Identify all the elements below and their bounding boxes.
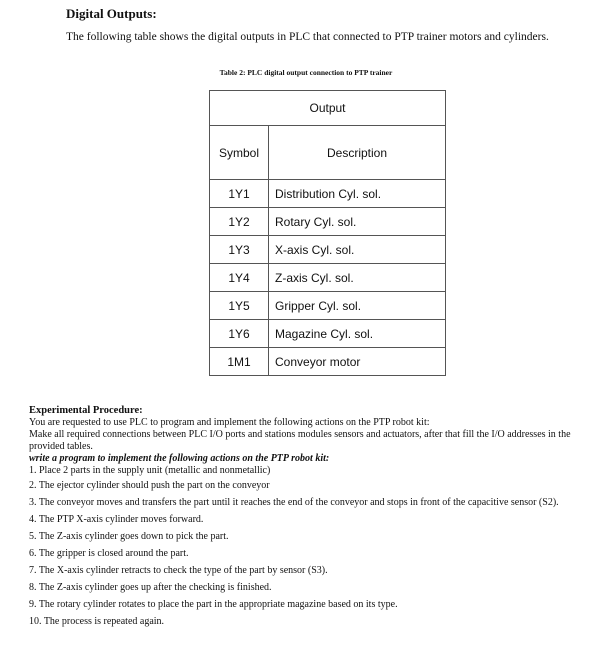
table-row — [210, 292, 446, 320]
description-cell: Rotary Cyl. sol. — [269, 208, 446, 236]
symbol-cell: 1Y2 — [210, 208, 269, 236]
procedure-request-line: You are requested to use PLC to program and implement the following actions on the PTP robot kit: — [29, 417, 430, 428]
intro-paragraph: The following table shows the digital outputs in PLC that connected to PTP trainer motors and cylinders. — [66, 31, 549, 43]
list-item: 3. The conveyor moves and transfers the part until it reaches the end of the conveyor and stops in front of the capacitive sensor (S2). — [29, 497, 559, 508]
table-row — [210, 208, 446, 236]
procedure-title: Experimental Procedure: — [29, 405, 143, 416]
description-cell: Z-axis Cyl. sol. — [269, 264, 446, 292]
procedure-steps — [29, 465, 599, 628]
symbol-cell: 1Y5 — [210, 292, 269, 320]
description-cell: Gripper Cyl. sol. — [269, 292, 446, 320]
table-row — [210, 320, 446, 348]
list-item: 8. The Z-axis cylinder goes up after the checking is finished. — [29, 582, 272, 593]
symbol-cell: 1Y4 — [210, 264, 269, 292]
digital-output-table — [209, 90, 446, 376]
list-item: 4. The PTP X-axis cylinder moves forward. — [29, 514, 204, 525]
table-row — [210, 180, 446, 208]
description-cell: X-axis Cyl. sol. — [269, 236, 446, 264]
procedure-connections-line: Make all required connections between PLC I/O ports and stations modules sensors and actuators, after that fill the I/O addresses in the provided tables. — [29, 429, 571, 452]
list-item: 5. The Z-axis cylinder goes down to pick the part. — [29, 531, 229, 542]
symbol-cell: 1Y6 — [210, 320, 269, 348]
description-cell: Distribution Cyl. sol. — [269, 180, 446, 208]
table-group-header: Output — [210, 91, 446, 126]
list-item: 9. The rotary cylinder rotates to place the part in the appropriate magazine based on its type. — [29, 599, 398, 610]
list-item: 6. The gripper is closed around the part. — [29, 548, 189, 559]
table-caption: Table 2: PLC digital output connection to PTP trainer — [219, 68, 393, 77]
section-heading: Digital Outputs: — [66, 6, 157, 21]
experimental-procedure — [29, 405, 599, 628]
description-cell: Conveyor motor — [269, 348, 446, 376]
list-item: 2. The ejector cylinder should push the part on the conveyor — [29, 480, 270, 491]
symbol-cell: 1Y3 — [210, 236, 269, 264]
column-header-symbol: Symbol — [210, 126, 269, 180]
symbol-cell: 1Y1 — [210, 180, 269, 208]
procedure-emphasis: write a program to implement the following actions on the PTP robot kit: — [29, 453, 330, 464]
list-item: 7. The X-axis cylinder retracts to check the type of the part by sensor (S3). — [29, 565, 328, 576]
list-item: 10. The process is repeated again. — [29, 616, 165, 627]
table-row — [210, 348, 446, 376]
column-header-description: Description — [269, 126, 446, 180]
table-row — [210, 264, 446, 292]
symbol-cell: 1M1 — [210, 348, 269, 376]
list-item: 1. Place 2 parts in the supply unit (metallic and nonmetallic) — [29, 465, 271, 476]
description-cell: Magazine Cyl. sol. — [269, 320, 446, 348]
table-row — [210, 236, 446, 264]
